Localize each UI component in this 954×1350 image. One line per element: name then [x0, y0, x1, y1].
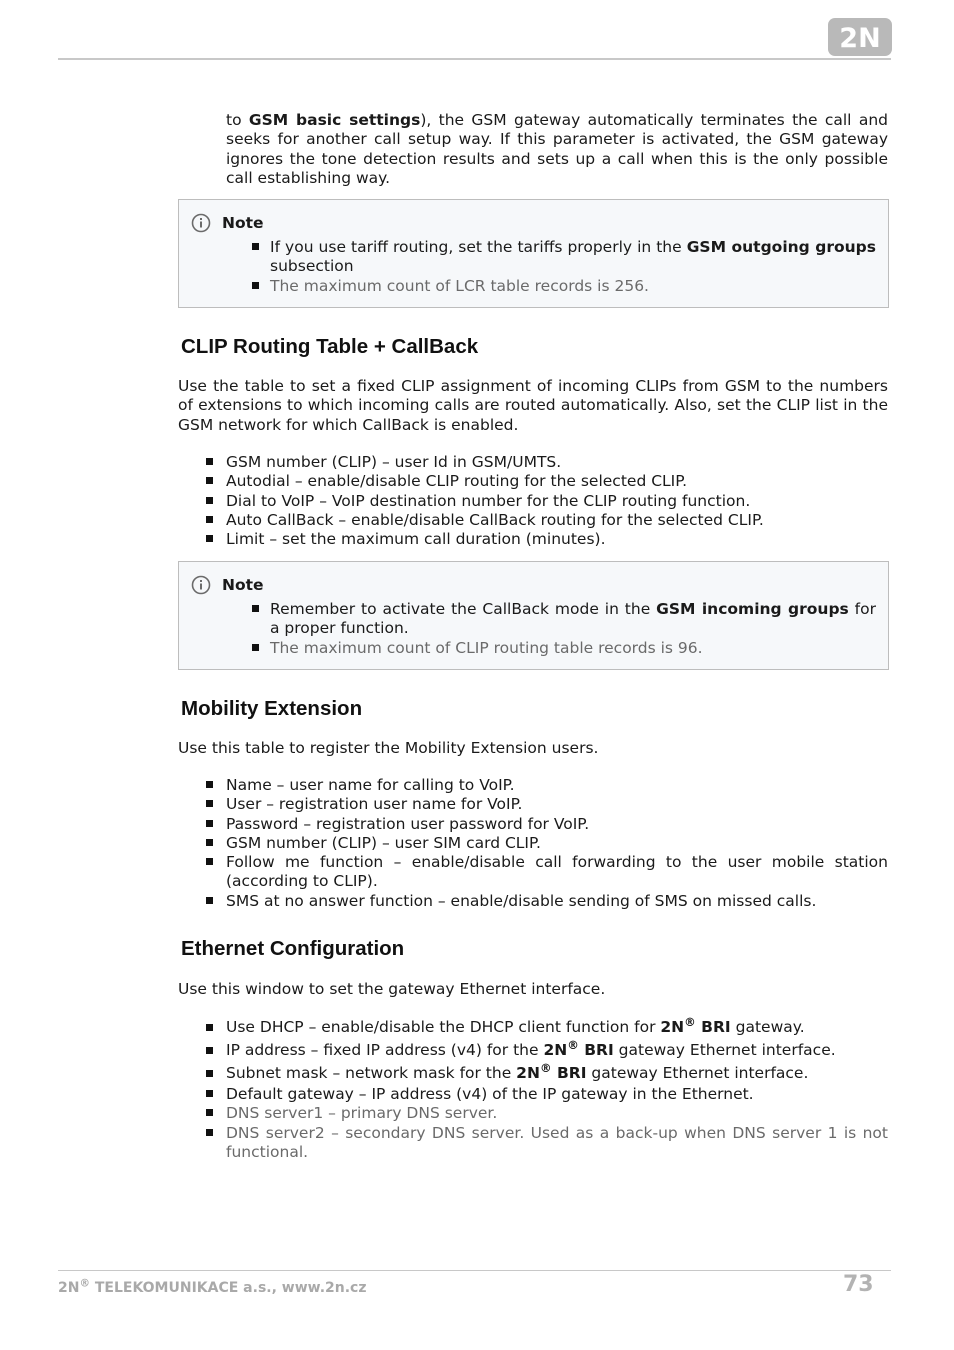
list-item: If you use tariff routing, set the tariffs properly in the GSM outgoing groups subsection: [252, 238, 876, 277]
mobility-list: [178, 776, 888, 911]
list-item: IP address – fixed IP address (v4) for the 2N® BRI gateway Ethernet interface.: [178, 1039, 888, 1062]
clip-list: [178, 453, 888, 549]
note-title: Note: [222, 576, 264, 594]
note-list: [252, 600, 876, 658]
list-item: Subnet mask – network mask for the 2N® BRI gateway Ethernet interface.: [178, 1062, 888, 1085]
list-item: User – registration user name for VoIP.: [178, 795, 888, 814]
section-heading-mobility: Mobility Extension: [181, 697, 363, 720]
note-box-callback: [178, 561, 889, 670]
note-list: [252, 238, 876, 296]
list-item: GSM number (CLIP) – user Id in GSM/UMTS.: [178, 453, 888, 472]
2n-logo: [828, 18, 892, 56]
list-item: The maximum count of LCR table records is 256.: [252, 277, 876, 296]
mobility-intro: Use this table to register the Mobility Extension users.: [178, 739, 599, 757]
page-number: 73: [843, 1272, 874, 1297]
header-rule: [58, 58, 891, 60]
intro-paragraph: to GSM basic settings), the GSM gateway automatically terminates the call and seeks for another call setup way. If this parameter is activated, the GSM gateway ignores the tone detection results and sets up a call when this is the only possible call establishing way.: [226, 111, 888, 187]
list-item: DNS server2 – secondary DNS server. Used as a back-up when DNS server 1 is not functional.: [178, 1124, 888, 1163]
info-icon: [191, 213, 211, 233]
list-item: Default gateway – IP address (v4) of the IP gateway in the Ethernet.: [178, 1085, 888, 1104]
footer-rule: [58, 1270, 891, 1271]
note-box-lcr: [178, 199, 889, 308]
list-item: GSM number (CLIP) – user SIM card CLIP.: [178, 834, 888, 853]
list-item: Dial to VoIP – VoIP destination number for the CLIP routing function.: [178, 492, 888, 511]
svg-text:2N: 2N: [839, 23, 881, 54]
note-title: Note: [222, 214, 264, 232]
list-item: Use DHCP – enable/disable the DHCP client function for 2N® BRI gateway.: [178, 1016, 888, 1039]
section-heading-clip: CLIP Routing Table + CallBack: [181, 335, 479, 358]
info-icon: [191, 575, 211, 595]
list-item: DNS server1 – primary DNS server.: [178, 1104, 888, 1123]
clip-intro: Use the table to set a fixed CLIP assignment of incoming CLIPs from GSM to the numbers of extensions to which incoming calls are routed automatically. Also, set the CLIP list in the GSM network for which CallBack is enabled.: [178, 377, 888, 434]
ethernet-list: [178, 1016, 888, 1162]
list-item: Auto CallBack – enable/disable CallBack routing for the selected CLIP.: [178, 511, 888, 530]
list-item: Name – user name for calling to VoIP.: [178, 776, 888, 795]
list-item: Autodial – enable/disable CLIP routing for the selected CLIP.: [178, 472, 888, 491]
list-item: SMS at no answer function – enable/disable sending of SMS on missed calls.: [178, 892, 888, 911]
list-item: Follow me function – enable/disable call forwarding to the user mobile station (according to CLIP).: [178, 853, 888, 892]
list-item: The maximum count of CLIP routing table records is 96.: [252, 639, 876, 658]
list-item: Password – registration user password for VoIP.: [178, 815, 888, 834]
ethernet-intro: Use this window to set the gateway Ethernet interface.: [178, 980, 606, 998]
list-item: Limit – set the maximum call duration (minutes).: [178, 530, 888, 549]
list-item: Remember to activate the CallBack mode in the GSM incoming groups for a proper function.: [252, 600, 876, 639]
section-heading-ethernet: Ethernet Configuration: [181, 937, 405, 960]
footer-company: 2N® TELEKOMUNIKACE a.s., www.2n.cz: [58, 1277, 367, 1296]
